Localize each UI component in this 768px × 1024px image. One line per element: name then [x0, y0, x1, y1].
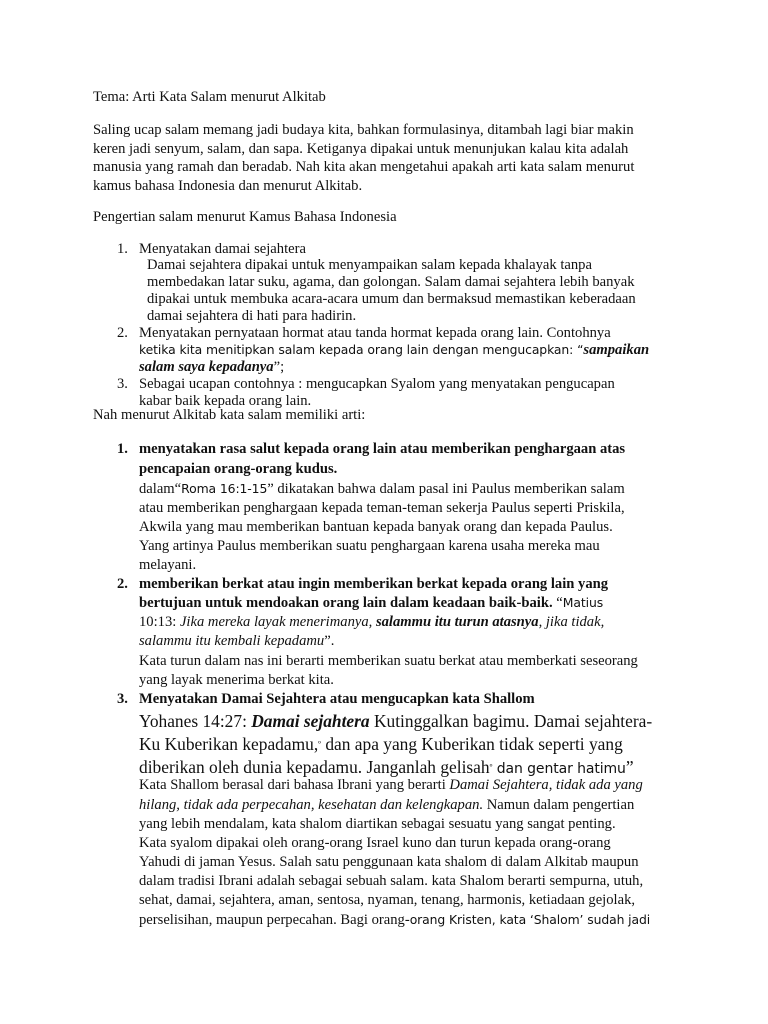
footnote-mark: º	[489, 762, 493, 772]
kbbi-item-body: damai sejahtera di hati para hadirin.	[147, 308, 357, 324]
alkitab-item-title: memberikan berkat atau ingin memberikan berkat kepada orang lain yang	[139, 576, 609, 592]
alkitab-item-body: dalam“Roma 16:1-15” dikatakan bahwa dalam pasal ini Paulus memberikan salam	[139, 481, 625, 497]
bible-verse: Ku Kuberikan kepadamu,$^º$ dan apa yang Kuberikan tidak seperti yang	[139, 734, 623, 754]
alkitab-item-body: Akwila yang mau memberikan bantuan kepada banyak orang dan kepada Paulus.	[139, 519, 613, 535]
kbbi-item-title: Sebagai ucapan contohnya : mengucapkan Syalom yang menyatakan pengucapan	[139, 376, 615, 392]
alkitab-item-title: Menyatakan Damai Sejahtera atau mengucapkan kata Shallom	[139, 691, 535, 707]
alkitab-intro: Nah menurut Alkitab kata salam memiliki arti:	[93, 407, 366, 423]
alkitab-item-title: menyatakan rasa salut kepada orang lain atau memberikan penghargaan atas	[139, 441, 626, 457]
alkitab-item-body: yang layak menerima berkat kita.	[139, 672, 334, 688]
document-title: Tema: Arti Kata Salam menurut Alkitab	[93, 89, 326, 105]
alkitab-item-body: sehat, damai, sejahtera, aman, sentosa, nyaman, tenang, harmonis, ketiadaan gejolak,	[139, 892, 636, 908]
kbbi-item-body: Damai sejahtera dipakai untuk menyampaikan salam kepada khalayak tanpa	[147, 257, 592, 273]
intro-line: manusia yang ramah dan beradab. Nah kita akan mengetahui apakah arti kata salam menurut	[93, 159, 635, 175]
alkitab-item-body: hilang, tidak ada perpecahan, kesehatan dan kelengkapan. Namun dalam pengertian	[139, 797, 635, 813]
kbbi-heading: Pengertian salam menurut Kamus Bahasa Indonesia	[93, 209, 397, 225]
alkitab-item-body: atau memberikan penghargaan kepada teman-teman sekerja Paulus seperti Priskila,	[139, 500, 625, 516]
kbbi-item-title: Menyatakan pernyataan hormat atau tanda hormat kepada orang lain. Contohnya	[139, 325, 611, 341]
kbbi-item-example: salam saya kepadanya”;	[139, 359, 285, 375]
list-number: 1.	[117, 441, 128, 457]
list-number: 3.	[117, 376, 128, 392]
kbbi-item-title: Menyatakan damai sejahtera	[139, 241, 306, 257]
list-number: 1.	[117, 241, 128, 257]
list-number: 2.	[117, 576, 128, 592]
kbbi-item-body: dipakai untuk membuka acara-acara umum dan bermaksud memastikan keberadaan	[147, 291, 636, 307]
alkitab-item-body: dalam tradisi Ibrani adalah sebagai sebuah salam. kata Shalom berarti sempurna, utuh,	[139, 873, 644, 889]
bible-reference: Roma 16:1-15	[181, 481, 268, 496]
list-number: 3.	[117, 691, 128, 707]
bible-verse: Yohanes 14:27: Damai sejahtera Kutinggalkan bagimu. Damai sejahtera-	[139, 711, 653, 731]
footnote-mark: º	[318, 739, 321, 749]
list-number: 2.	[117, 325, 128, 341]
intro-line: kamus bahasa Indonesia dan menurut Alkitab.	[93, 177, 363, 194]
alkitab-item-body: Kata syalom dipakai oleh orang-orang Israel kuno dan turun kepada orang-orang	[139, 835, 611, 851]
alkitab-item-body: Yahudi di jaman Yesus. Salah satu penggunaan kata shalom di dalam Alkitab maupun	[139, 854, 639, 870]
intro-line: keren jadi senyum, salam, dan sapa. Ketiganya dipakai untuk menunjukan kalau kita adalah	[93, 140, 629, 157]
alkitab-item-title: bertujuan untuk mendoakan orang lain dalam keadaan baik-baik. “Matius	[139, 595, 604, 611]
alkitab-item-body: melayani.	[139, 557, 197, 573]
bible-quote: 10:13: Jika mereka layak menerimanya, salammu itu turun atasnya, jika tidak,	[139, 614, 605, 630]
alkitab-item-body: Yang artinya Paulus memberikan suatu penghargaan karena usaha mereka mau	[139, 538, 600, 554]
alkitab-item-body: perselisihan, maupun perpecahan. Bagi orang-orang Kristen, kata ‘Shalom’ sudah jadi	[139, 912, 651, 928]
alkitab-item-title: pencapaian orang-orang kudus.	[139, 461, 338, 477]
bible-quote: salammu itu kembali kepadamu”.	[139, 633, 335, 649]
intro-line: Saling ucap salam memang jadi budaya kita, bahkan formulasinya, ditambah lagi biar makin	[93, 122, 634, 138]
bible-reference: Matius	[562, 595, 604, 610]
alkitab-item-body: Kata Shallom berasal dari bahasa Ibrani yang berarti Damai Sejahtera, tidak ada yang	[139, 777, 643, 793]
alkitab-item-body: Kata turun dalam nas ini berarti memberikan suatu berkat atau memberkati seseorang	[139, 653, 638, 669]
kbbi-item-example: ketika kita menitipkan salam kepada orang lain dengan mengucapkan: “sampaikan	[139, 342, 650, 358]
bible-verse: diberikan oleh dunia kepadamu. Janganlah gelisah$^º$ dan gentar hatimu”	[139, 757, 634, 777]
kbbi-item-body: membedakan latar suku, agama, dan golongan. Salam damai sejahtera lebih banyak	[147, 274, 635, 290]
alkitab-item-body: yang lebih mendalam, kata shalom diartikan sebagai sesuatu yang sangat penting.	[139, 816, 616, 832]
kbbi-item-body: kabar baik kepada orang lain.	[139, 393, 312, 409]
